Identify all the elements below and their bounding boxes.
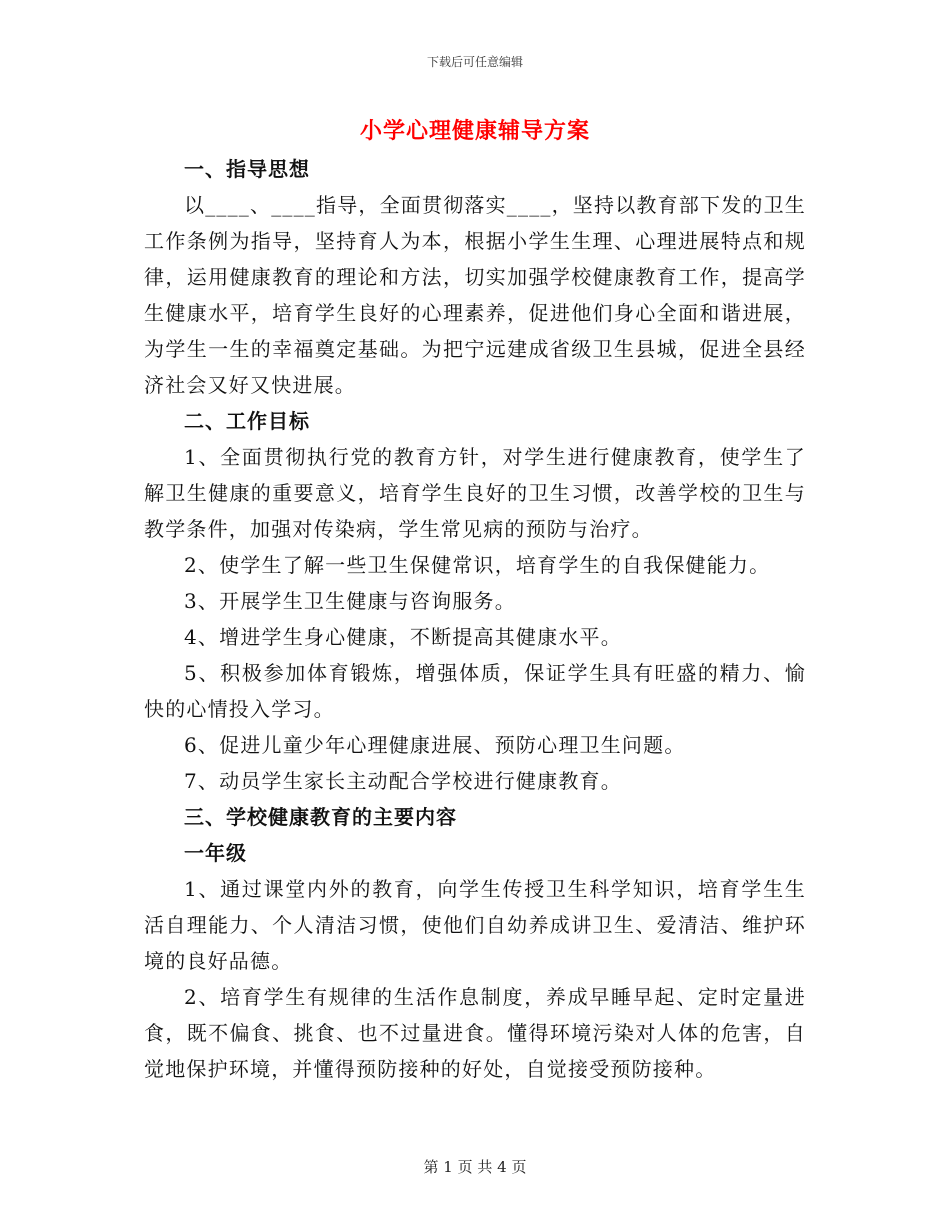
work-goal-item: 3、开展学生卫生健康与咨询服务。	[184, 589, 516, 613]
document-body	[144, 151, 806, 1087]
work-goal-item: 2、使学生了解一些卫生保健常识，培育学生的自我保健能力。	[184, 553, 771, 577]
work-goal-item: 7、动员学生家长主动配合学校进行健康教育。	[184, 769, 622, 793]
section-heading-guiding-ideology: 一、指导思想	[184, 157, 310, 181]
document-title: 小学心理健康辅导方案	[359, 118, 590, 144]
subheading-grade-one: 一年级	[184, 841, 247, 865]
paragraph-guiding-ideology: 以____、____指导，全面贯彻落实____，坚持以教育部下发的卫生工作条例为指导，坚持育人为本，根据小学生生理、心理进展特点和规律，运用健康教育的理论和方法，切实加强学校健康教育工作，提高学生健康水平，培育学生良好的心理素养，促进他们身心全面和谐进展，为学生一生的幸福奠定基础。为把宁远建成省级卫生县城，促进全县经济社会又好又快进展。	[144, 193, 806, 397]
grade-one-item: 2、培育学生有规律的生活作息制度，养成早睡早起、定时定量进食，既不偏食、挑食、也不过量进食。懂得环境污染对人体的危害，自觉地保护环境，并懂得预防接种的好处，自觉接受预防接种。	[144, 985, 806, 1081]
section-heading-main-content: 三、学校健康教育的主要内容	[184, 805, 457, 829]
section-heading-work-goals: 二、工作目标	[184, 409, 310, 433]
grade-one-item: 1、通过课堂内外的教育，向学生传授卫生科学知识，培育学生生活自理能力、个人清洁习惯，使他们自幼养成讲卫生、爱清洁、维护环境的良好品德。	[144, 877, 806, 973]
work-goal-item: 5、积极参加体育锻炼，增强体质，保证学生具有旺盛的精力、愉快的心情投入学习。	[144, 661, 806, 721]
header-note: 下载后可任意编辑	[426, 55, 523, 69]
page-number-footer: 第 1 页 共 4 页	[423, 1158, 527, 1176]
work-goal-item: 6、促进儿童少年心理健康进展、预防心理卫生问题。	[184, 733, 686, 757]
work-goal-item: 1、全面贯彻执行党的教育方针，对学生进行健康教育，使学生了解卫生健康的重要意义，培育学生良好的卫生习惯，改善学校的卫生与教学条件，加强对传染病，学生常见病的预防与治疗。	[144, 445, 806, 541]
work-goal-item: 4、增进学生身心健康，不断提高其健康水平。	[184, 625, 622, 649]
